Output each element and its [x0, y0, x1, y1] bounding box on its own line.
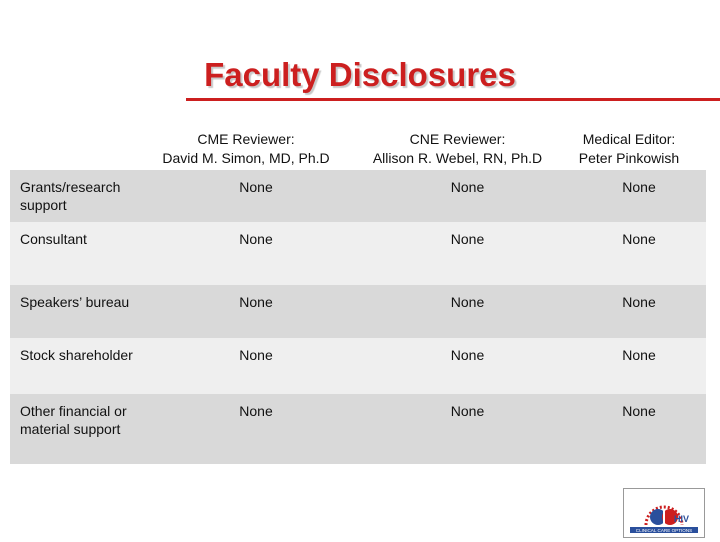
table-cell: None: [622, 294, 656, 310]
table-row: [10, 170, 706, 222]
table-cell: None: [239, 347, 273, 363]
table-cell: None: [450, 347, 485, 363]
table-cell: None: [450, 403, 485, 419]
column-header-cne-reviewer: [355, 130, 560, 168]
table-row: [10, 222, 706, 285]
svg-text:CLINICAL CARE OPTIONS: CLINICAL CARE OPTIONS: [635, 528, 693, 534]
title-underline: [186, 98, 720, 101]
table-cell: None: [450, 294, 485, 310]
column-header-name: David M. Simon, MD, Ph.D: [162, 150, 330, 166]
column-header-role: CME Reviewer:: [197, 131, 295, 147]
table-cell: None: [239, 231, 273, 247]
column-header-cme-reviewer: [147, 130, 345, 168]
column-header-name: Allison R. Webel, RN, Ph.D: [372, 150, 543, 166]
table-cell: None: [239, 179, 273, 195]
table-row: [10, 338, 706, 394]
page-title: Faculty Disclosures: [204, 56, 516, 93]
row-label: Other financial or material support: [20, 403, 127, 437]
svg-text:HIV: HIV: [674, 514, 690, 524]
column-header-role: CNE Reviewer:: [409, 131, 506, 147]
row-label: Consultant: [20, 231, 87, 247]
table-cell: None: [622, 179, 656, 195]
column-header-medical-editor: [570, 130, 688, 168]
clinical-care-options-logo: [623, 488, 705, 538]
row-label: Speakers’ bureau: [20, 294, 130, 310]
table-cell: None: [622, 403, 656, 419]
table-cell: None: [450, 179, 485, 195]
row-label: Stock shareholder: [20, 347, 133, 363]
table-cell: None: [622, 347, 656, 363]
column-header-role: Medical Editor:: [582, 131, 676, 147]
table-row: [10, 394, 706, 464]
table-cell: None: [622, 231, 656, 247]
table-cell: None: [239, 403, 273, 419]
row-label: Grants/research support: [20, 179, 121, 213]
hiv-logo-icon: [624, 489, 704, 537]
column-header-name: Peter Pinkowish: [578, 150, 680, 166]
table-cell: None: [450, 231, 485, 247]
table-cell: None: [239, 294, 273, 310]
table-row: [10, 285, 706, 338]
